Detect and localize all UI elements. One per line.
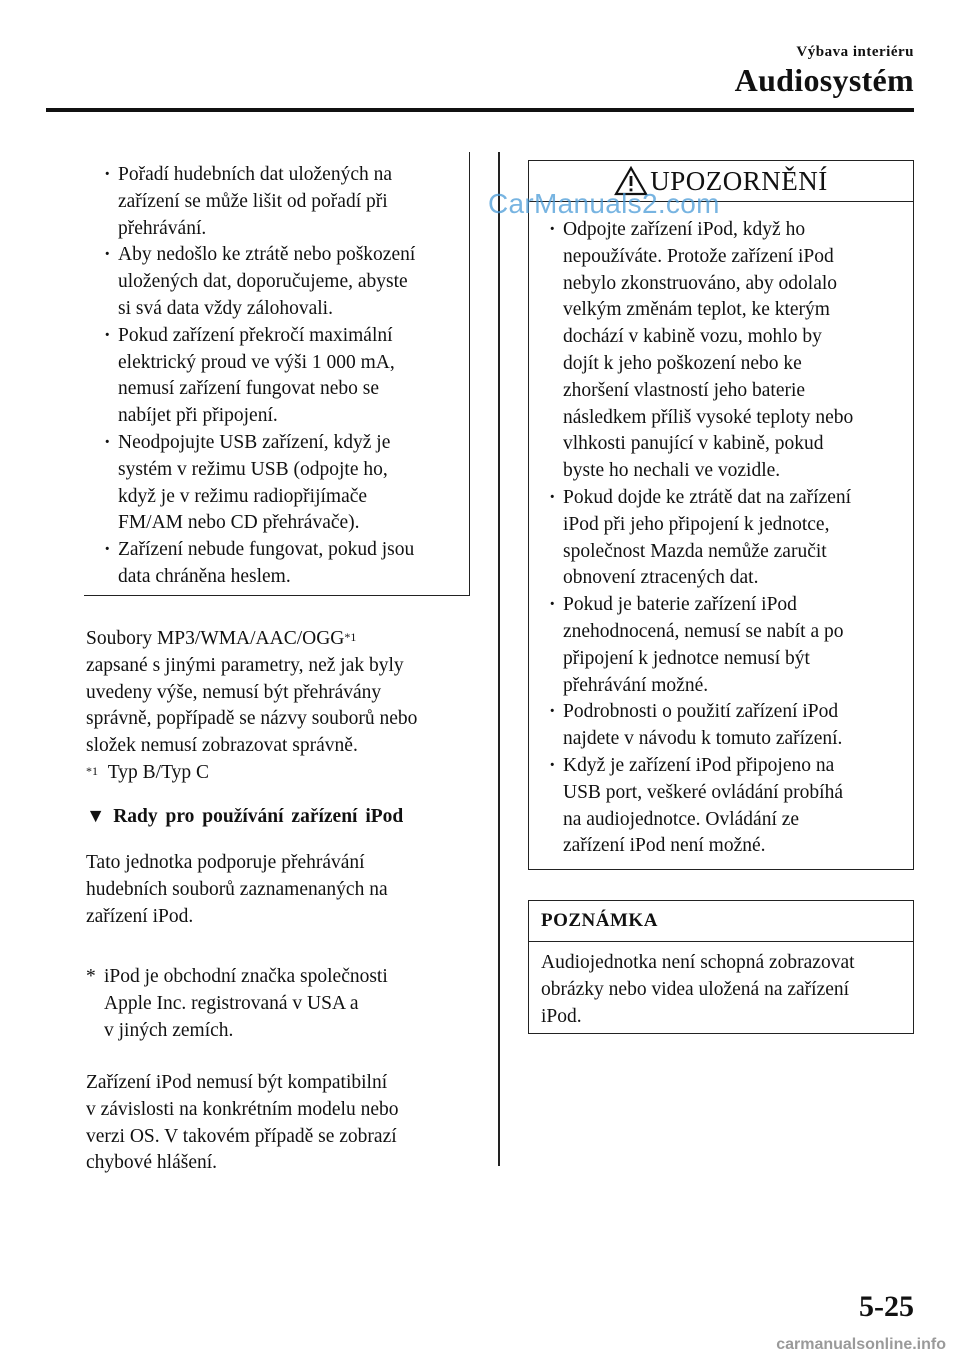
list-item: [84, 430, 461, 537]
trademark-note-text: [104, 964, 466, 1044]
text-line: velkým změnám teplot, ke kterým: [563, 299, 830, 321]
text-line: · Neodpojujte USB zařízení, když je: [118, 431, 391, 453]
text-line: zařízení se může lišit od pořadí při: [118, 190, 388, 212]
text-line: složek nemusí zobrazovat správně.: [86, 735, 358, 757]
text-line: nepoužíváte. Protože zařízení iPod: [563, 245, 834, 267]
text-line: nemusí zařízení fungovat nebo se: [118, 378, 379, 400]
text-line: Zařízení iPod nemusí být kompatibilní: [86, 1072, 388, 1093]
text-line: · Aby nedošlo ke ztrátě nebo poškození: [118, 244, 416, 266]
text-line: nebylo zkonstruováno, aby odolalo: [563, 272, 838, 294]
note-box: [528, 900, 914, 1034]
text-line: správně, popřípadě se názvy souborů nebo: [86, 708, 418, 730]
text-line: data chráněna heslem.: [118, 565, 291, 587]
list-item: [529, 592, 907, 699]
caution-title: UPOZORNĚNÍ: [650, 165, 828, 196]
text-line: · Pokud zařízení překročí maximální: [118, 324, 393, 346]
text-line: obnovení ztracených dat.: [563, 567, 759, 589]
text-line: vlhkosti panující v kabině, pokud: [563, 433, 824, 455]
text-line: verzi OS. V takovém případě se zobrazí: [86, 1125, 397, 1147]
footnote-text: Typ B/Typ C: [107, 761, 210, 783]
text-line: nabíjet při připojení.: [118, 405, 278, 427]
text-line: v závislosti na konkrétním modelu nebo: [86, 1098, 399, 1120]
text-line: USB port, veškeré ovládání probíhá: [563, 781, 843, 803]
text-line: systém v režimu USB (odpojte ho,: [118, 458, 388, 480]
triangle-down-icon: ▼: [86, 806, 106, 827]
text-line: zhoršení vlastností jeho baterie: [563, 379, 806, 401]
footer-website: carmanualsonline.info: [776, 1336, 946, 1353]
text-line: · Podrobnosti o použití zařízení iPod: [563, 701, 839, 723]
mp3-paragraph: [86, 626, 476, 787]
list-item: [84, 162, 461, 242]
ipod-support-paragraph: [86, 850, 476, 930]
text-line: zařízení iPod není možné.: [563, 835, 766, 857]
list-item: [84, 323, 461, 430]
text-line: přehrávání.: [118, 217, 207, 239]
text-line: si svá data vždy zálohovali.: [118, 297, 333, 319]
list-item: [84, 537, 461, 591]
text-line: zařízení iPod.: [86, 905, 194, 927]
caution-box: [528, 160, 914, 870]
left-note-box: [84, 152, 470, 596]
caution-list: [529, 217, 907, 860]
column-divider: [498, 152, 500, 1166]
trademark-note: [86, 964, 466, 1044]
list-item: [529, 699, 907, 753]
text-line: uložených dat, doporučujeme, abyste: [118, 271, 408, 293]
text-line: iPod při jeho připojení k jednotce,: [563, 513, 830, 535]
list-item: [529, 753, 907, 860]
text-line: znehodnocená, nemusí se nabít a po: [563, 620, 844, 642]
text-line: iPod je obchodní značka společnosti: [104, 966, 388, 987]
text-line: · Když je zařízení iPod připojeno na: [563, 754, 835, 776]
mp3-paragraph-line: Soubory MP3/WMA/AAC/OGG: [86, 628, 345, 649]
list-item: [529, 485, 907, 592]
footnote-ref: *1: [344, 630, 357, 644]
note-body: [529, 942, 913, 1030]
text-line: FM/AM nebo CD přehrávače).: [118, 512, 360, 534]
text-line: Apple Inc. registrovaná v USA a: [104, 992, 359, 1014]
text-line: · Odpojte zařízení iPod, když ho: [563, 219, 806, 240]
page-number: 5-25: [859, 1290, 914, 1323]
text-line: uvedeny výše, nemusí být přehrávány: [86, 681, 382, 703]
text-line: najdete v návodu k tomuto zařízení.: [563, 728, 843, 750]
subheading: [86, 806, 403, 828]
chapter-title: Audiosystém: [734, 62, 914, 98]
mp3-paragraph-rest: [86, 653, 476, 760]
header-rule: [46, 108, 914, 112]
text-line: dojít k jeho poškození nebo ke: [563, 352, 802, 374]
text-line: · Pokud je baterie zařízení iPod: [563, 594, 797, 616]
text-line: dochází v kabině vozu, mohlo by: [563, 326, 822, 348]
footnote: [86, 760, 476, 787]
section-title: Výbava interiéru: [796, 44, 914, 60]
text-line: společnost Mazda nemůže zaručit: [563, 540, 827, 562]
text-line: přehrávání možné.: [563, 674, 709, 696]
text-line: Audiojednotka není schopná zobrazovat: [541, 952, 855, 973]
text-line: na audiojednotce. Ovládání ze: [563, 808, 800, 830]
text-line: iPod.: [541, 1005, 582, 1027]
text-line: následkem příliš vysoké teploty nebo: [563, 406, 854, 428]
text-line: připojení k jednotce nemusí být: [563, 647, 810, 669]
text-line: když je v režimu radiopřijímače: [118, 485, 368, 507]
text-line: byste ho nechali ve vozidle.: [563, 460, 781, 482]
text-line: · Pořadí hudebních dat uložených na: [118, 164, 392, 185]
note-title: POZNÁMKA: [529, 901, 913, 942]
asterisk-mark: *: [86, 966, 96, 987]
text-line: elektrický proud ve výši 1 000 mA,: [118, 351, 395, 373]
compatibility-paragraph: [86, 1070, 476, 1177]
text-line: zapsané s jinými parametry, než jak byly: [86, 654, 404, 676]
subheading-text: Rady pro používání zařízení iPod: [113, 806, 404, 827]
watermark: CarManuals2.com: [488, 188, 720, 219]
text-line: obrázky nebo videa uložená na zařízení: [541, 978, 850, 1000]
list-item: [529, 217, 907, 485]
footnote-mark: *1: [86, 763, 98, 778]
text-line: chybové hlášení.: [86, 1152, 218, 1174]
list-item: [84, 242, 461, 322]
text-line: v jiných zemích.: [104, 1019, 234, 1041]
text-line: · Pokud dojde ke ztrátě dat na zařízení: [563, 486, 852, 508]
left-note-list: [84, 162, 461, 591]
text-line: hudebních souborů zaznamenaných na: [86, 878, 388, 900]
text-line: Tato jednotka podporuje přehrávání: [86, 852, 365, 873]
text-line: · Zařízení nebude fungovat, pokud jsou: [118, 539, 415, 561]
